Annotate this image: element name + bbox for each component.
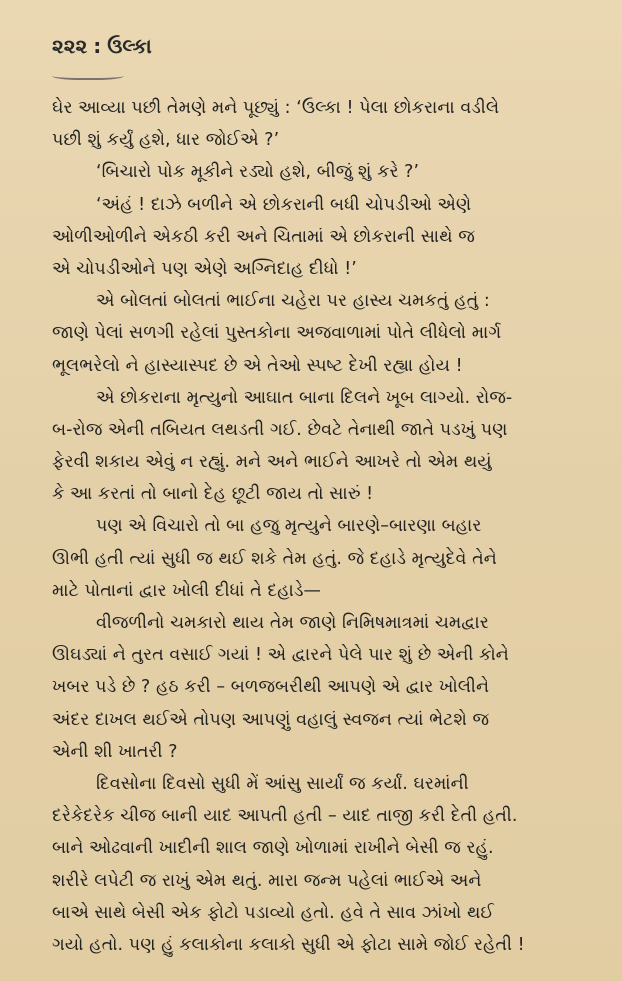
- book-title: ઉલ્કા: [107, 34, 152, 58]
- text-line: ઘેર આવ્યા પછી તેમણે મને પૂછ્યું : ‘ઉલ્કા ! પેલા છોકરાના વડીલે: [52, 98, 500, 118]
- text-line: દરેકેદરેક ચીજ બાની યાદ આપતી હતી – યાદ તાજી કરી દેતી હતી.: [52, 806, 518, 827]
- text-line: બ-રોજ એની તબિયત લથડતી ગઈ. છેવટે તેનાથી જાતે પડખું પણ: [52, 419, 508, 440]
- text-line: અંદર દાખલ થઈએ તોપણ આપણું વહાલું સ્વજન ત્યાં ભેટશે જ: [52, 709, 490, 730]
- text-line: કે આ કરતાં તો બાનો દેહ છૂટી જાય તો સારું !: [52, 484, 374, 505]
- text-line: દિવસોના દિવસો સુધી મેં આંસુ સાર્યાં જ કર્યાં. ઘરમાંની: [96, 773, 469, 794]
- text-line: ગયો હતો. પણ હું કલાકોના કલાકો સુધી એ ફોટા સામે જોઈ રહેતી !: [52, 934, 525, 955]
- text-line: ઊઘડ્યાં ને તુરત વસાઈ ગયાં ! એ દ્વારને પેલે પાર શું છે એની કોને: [52, 645, 509, 666]
- text-line: ભૂલભરેલો ને હાસ્યાસ્પદ છે એ તેઓ સ્પષ્ટ દેખી રહ્યા હોય !: [52, 355, 463, 376]
- text-line: ફેરવી શકાય એવું ન રહ્યું. મને અને ભાઈને આખરે તો એમ થયું: [52, 452, 492, 473]
- text-line: એ ચોપડીઓને પણ એણે અગ્નિદાહ દીધો !’: [52, 258, 357, 279]
- text-line: પણ એ વિચારો તો બા હજુ મૃત્યુને બારણે–બારણા બહાર: [96, 516, 482, 537]
- text-line: ઓળીઓળીને એકઠી કરી અને ચિતામાં એ છોકરાની સાથે જ: [52, 226, 475, 247]
- page-number: ૨૨૨: [52, 34, 88, 58]
- text-line: શરીરે લપેટી જ રાખું એમ થતું. મારા જન્મ પહેલાં ભાઈએ અને: [52, 870, 482, 891]
- text-line: ઊભી હતી ત્યાં સુધી જ થઈ શકે તેમ હતું. જે દહાડે મૃત્યુદેવે તેને: [52, 548, 497, 569]
- text-line: પછી શું કર્યું હશે, ધાર જોઈએ ?’: [52, 130, 280, 151]
- body-text: [52, 92, 592, 961]
- text-line: ‘બિચારો પોક મૂકીને રડ્યો હશે, બીજું શું કરે ?’: [96, 162, 420, 183]
- text-line: બાને ઓઢવાની ખાદીની શાલ જાણે ખોળામાં રાખીને બેસી જ રહું.: [52, 838, 494, 859]
- text-line: માટે પોતાનાં દ્વાર ખોલી દીધાં તે દહાડે—: [52, 580, 322, 601]
- text-line: જાણે પેલાં સળગી રહેલાં પુસ્તકોના અજવાળામાં પોતે લીધેલો માર્ગ: [52, 323, 502, 344]
- text-line: એની શી ખાતરી ?: [52, 741, 178, 762]
- text-line: એ બોલતાં બોલતાં ભાઈના ચહેરા પર હાસ્ય ચમકતું હતું :: [96, 291, 490, 312]
- text-line: ‘અંહં ! દાઝે બળીને એ છોકરાની બધી ચોપડીઓ એણે: [96, 194, 472, 215]
- text-line: એ છોકરાના મૃત્યુનો આઘાત બાના દિલને ખૂબ લાગ્યો. રોજ-: [96, 387, 513, 408]
- text-line: ખબર પડે છે ? હઠ કરી – બળજબરીથી આપણે એ દ્વાર ખોલીને: [52, 677, 490, 698]
- text-line: વીજળીનો ચમકારો થાય તેમ જાણે નિમિષમાત્રમાં ચમદ્વાર: [96, 613, 489, 633]
- page-header: [52, 34, 592, 68]
- header-ornament-rule: [52, 70, 124, 80]
- header-separator: :: [93, 34, 102, 58]
- text-line: બાએ સાથે બેસી એક ફોટો પડાવ્યો હતો. હવે તે સાવ ઝાંખો થઈ: [52, 902, 494, 923]
